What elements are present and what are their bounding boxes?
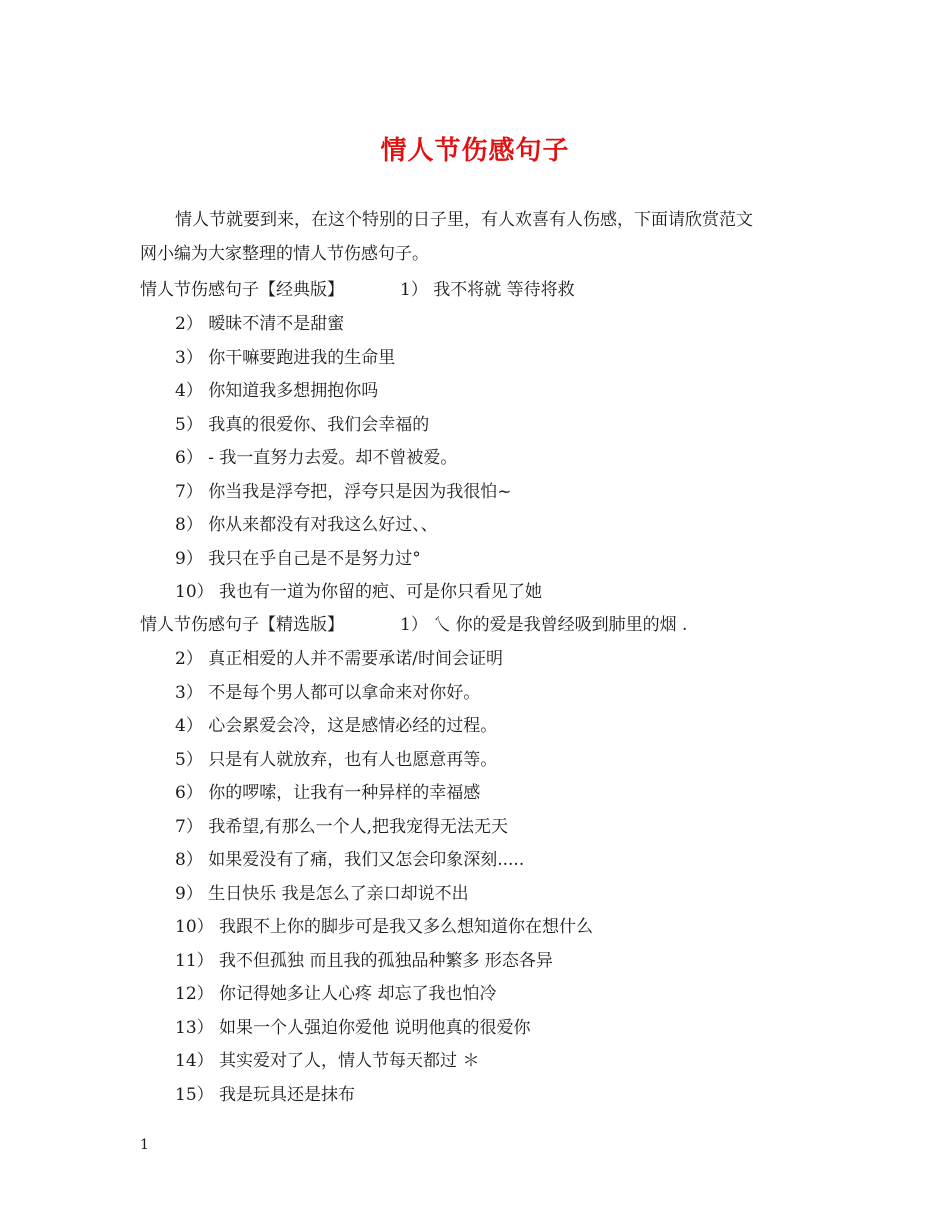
list-item: 4） 你知道我多想拥抱你吗 [175, 381, 379, 401]
list-item: 9） 生日快乐 我是怎么了亲口却说不出 [175, 883, 469, 904]
list-item: 3） 你干嘛要跑进我的生命里 [175, 347, 396, 368]
list-item: 2） 暧昧不清不是甜蜜 [175, 314, 345, 334]
list-item: 8） 你从来都没有对我这么好过、、 [175, 515, 438, 535]
list-item: 1） 我不将就 等待将救 [400, 280, 575, 300]
list-item: 15） 我是玩具还是抹布 [175, 1084, 356, 1105]
list-item: 12） 你记得她多让人心疼 却忘了我也怕冷 [175, 984, 497, 1004]
list-item: 6） - 我一直努力去爱。却不曾被爱。 [175, 448, 458, 468]
list-item: 13） 如果一个人强迫你爱他 说明他真的很爱你 [175, 1017, 531, 1038]
list-item: 10） 我跟不上你的脚步可是我又多么想知道你在想什么 [175, 917, 594, 937]
list-item: 10） 我也有一道为你留的疤、可是你只看见了她 [175, 582, 543, 602]
list-item: 4） 心会累爱会冷，这是感情必经的过程。 [175, 716, 498, 736]
list-item: 5） 我真的很爱你、我们会幸福的 [175, 414, 430, 435]
list-item: 7） 我希望,有那么一个人,把我宠得无法无天 [175, 816, 509, 837]
list-item: 6） 你的啰嗦，让我有一种异样的幸福感 [175, 783, 481, 803]
list-item: 1） 乀 你的爱是我曾经吸到肺里的烟 . [400, 615, 688, 635]
list-item: 8） 如果爱没有了痛，我们又怎会印象深刻..... [175, 850, 525, 870]
section-heading-classic: 情人节伤感句子【经典版】 [140, 280, 344, 300]
list-item: 2） 真正相爱的人并不需要承诺/时间会证明 [175, 649, 503, 669]
section-heading-selected: 情人节伤感句子【精选版】 [140, 615, 344, 635]
document-title: 情人节伤感句子 [380, 136, 570, 166]
list-item: 11） 我不但孤独 而且我的孤独品种繁多 形态各异 [175, 950, 553, 971]
intro-paragraph-line-1: 情人节就要到来，在这个特别的日子里，有人欢喜有人伤感，下面请欣赏范文 [175, 210, 753, 230]
list-item: 7） 你当我是浮夸把，浮夸只是因为我很怕~ [175, 481, 512, 502]
intro-paragraph-line-2: 网小编为大家整理的情人节伤感句子。 [140, 244, 429, 264]
list-item: 5） 只是有人就放弃，也有人也愿意再等。 [175, 749, 498, 770]
list-item: 9） 我只在乎自己是不是努力过° [175, 548, 421, 569]
list-item: 14） 其实爱对了人，情人节每天都过 ＊ [175, 1051, 480, 1071]
list-item: 3） 不是每个男人都可以拿命来对你好。 [175, 682, 481, 703]
page-number: 1 [140, 1137, 149, 1153]
